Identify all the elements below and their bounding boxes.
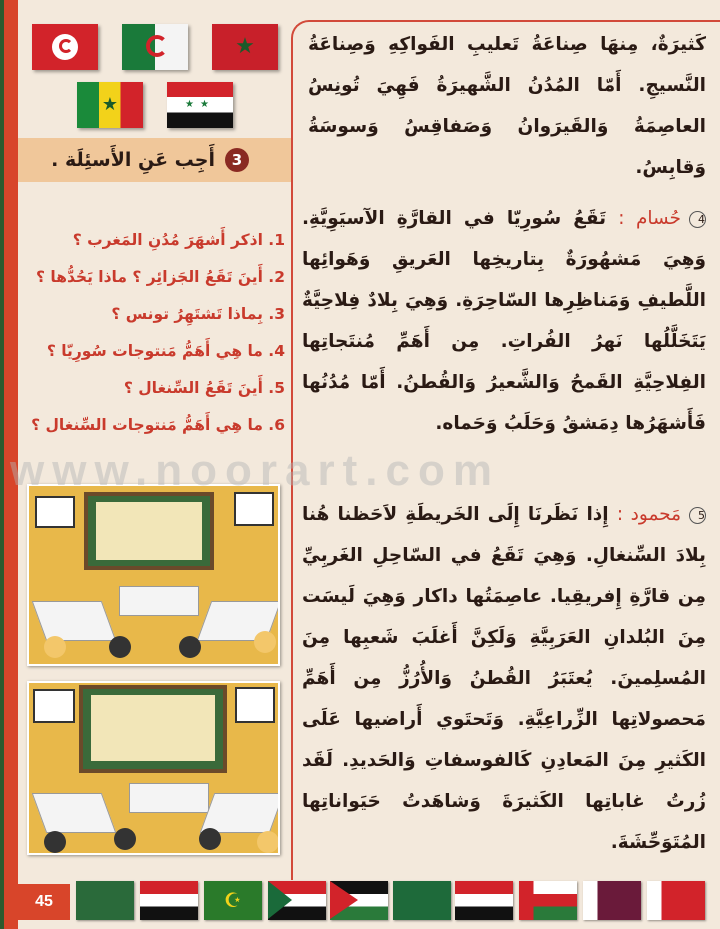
question-item: 4. ما هِي أَهَمُّ مَنتوجات سُورِيّا ؟ [46, 342, 285, 360]
flag-algeria [122, 24, 188, 70]
exercise-number-badge: 3 [225, 148, 249, 172]
paragraph-senegal [302, 494, 706, 863]
desk [32, 601, 117, 641]
classroom-illustration-senegal [27, 681, 280, 855]
flag-qatar [583, 881, 641, 920]
wall-poster [235, 687, 275, 723]
flag-jordan [330, 881, 388, 920]
wall-poster [234, 492, 274, 526]
flag-bahrain [647, 881, 705, 920]
exercise-header [18, 138, 291, 182]
speaker-name: مَحمود : [616, 504, 681, 525]
wall-poster [33, 689, 75, 723]
paragraph-syria [302, 198, 706, 444]
classroom-illustration-syria [27, 484, 280, 666]
flag-oman [519, 881, 577, 920]
question-item: 1. اذكر أَشهَرَ مُدُنِ المَغرب ؟ [72, 231, 285, 249]
flag-egypt [140, 881, 198, 920]
paragraph-text: إِذا نَظَرنَا إِلَى الخَريطَةِ لاَحَظنا هُنا بِلادَ السِّنغالِ. وَهِيَ تَقَعُ في السّاحِلِ الغَربِيِّ مِن قارَّةِ إِفريقِيا. عاصِمَتُها داكار وَهِيَ لَيسَت مِنَ البُلدانِ العَرَبِيَّةِ وَلَكِنَّ أَغلَبَ شَعبِها مِنَ المُسلِمينَ. يُعتَبَرُ القُطنُ وَالأُرُزُّ مِن أَهَمِّ مَحصولاتِها الزِّراعِيَّةِ. وَتَحتَوي أَراضيها عَلَى الكَثيرِ مِنَ المَعادِنِ كَالفوسفاتِ وَالحَديدِ. لَقَد زُرتُ غاباتِها الكَثيرَةَ وَشاهَدتُ حَيَواناتِها المُتَوَحِّشَةَ. [302, 504, 706, 853]
desk [119, 586, 199, 616]
board-map-senegal [79, 685, 227, 773]
flag-senegal: ★ [77, 82, 143, 128]
page-edge-stripe [0, 0, 18, 929]
flag-tunisia [32, 24, 98, 70]
flag-sudan [268, 881, 326, 920]
flag-saudi-arabia [393, 881, 451, 920]
question-item: 3. بِماذا تَشتَهِرُ تونس ؟ [111, 305, 285, 323]
watermark: www.noorart.com [10, 446, 500, 495]
flag-mauritania: ☪ [204, 881, 262, 920]
flag-yemen [455, 881, 513, 920]
top-paragraph: كَثيرَةٌ، مِنهَا صِناعَةُ تَعليبِ الفَواكِهِ وَصِناعَةُ النَّسيجِ. أَمّا المُدُنُ الشَّهيرَةُ فَهِيَ تُونِسُ العاصِمَةُ وَالقَيرَوانُ وَصَفاقِسُ وَسوسَةُ وَقابِسُ. [308, 34, 706, 178]
bottom-flag-bar [0, 878, 720, 922]
paragraph-number: 5 [689, 507, 706, 524]
speaker-name: حُسام : [618, 208, 681, 229]
questions-list [30, 222, 285, 444]
wall-poster [35, 496, 75, 528]
desk [129, 783, 209, 813]
flag-morocco: ★ [212, 24, 278, 70]
flag-libya [76, 881, 134, 920]
paragraph-number: 4 [689, 211, 706, 228]
exercise-title: أَجِب عَنِ الأَسئِلَة . [51, 149, 215, 171]
flag-syria: ★★ [167, 82, 233, 128]
question-item: 5. أَينَ تَقَعُ السِّنغال ؟ [123, 379, 285, 397]
paragraph-text: تَقَعُ سُورِيّا في القارَّةِ الآسيَوِيَّةِ. وَهِيَ مَشهُورَةٌ بِتاريخِها العَريقِ وَهَوائِها اللَّطيفِ وَمَناظِرِها السّاحِرَةِ. وَهِيَ بِلادٌ فِلاحِيَّةٌ يَتَخَلَّلُها نَهرُ الفُراتِ. مِن أَهَمِّ مُنتَجاتِها الفِلاحِيَّةِ القَمحُ وَالشَّعيرُ وَالقُطنُ. أَمّا مُدُنُها فَأَشهَرُها دِمَشقُ وَحَلَبُ وَحَماه. [302, 208, 706, 434]
column-divider [291, 40, 293, 880]
question-item: 2. أَينَ تَقَعُ الجَزائِر ؟ ماذا يَحُدُّها ؟ [35, 268, 285, 286]
desk [32, 793, 117, 833]
board-map-syria [84, 492, 214, 570]
question-item: 6. ما هِي أَهَمُّ مَنتوجات السِّنغال ؟ [31, 416, 285, 434]
desk [200, 793, 280, 833]
page-number: 45 [18, 884, 70, 920]
